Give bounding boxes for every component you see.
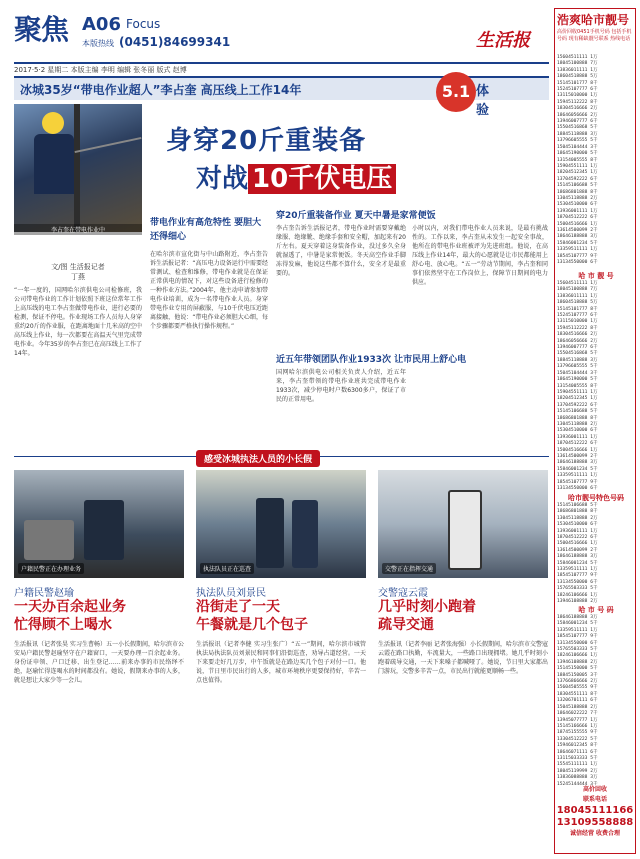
classified-ad-column xyxy=(554,8,636,854)
ad-number-item: 15145106688 5千 xyxy=(557,409,598,415)
story-3-photo xyxy=(378,470,548,578)
ad-number-item: 15945112222 8千 xyxy=(557,99,598,105)
ad-number-item: 15304510000 6千 xyxy=(557,522,598,528)
ad-phone-1: 18045111166 xyxy=(556,805,634,816)
story-3-title-2: 疏导交通 xyxy=(378,617,434,633)
ad-footer-line-3: 诚信经营 收费合理 xyxy=(569,830,621,837)
ad-header xyxy=(555,9,635,53)
ad-number-item: 18845118888 3万 xyxy=(557,357,598,363)
ad-number-item: 13206701111 6千 xyxy=(557,698,598,704)
power-line-shape xyxy=(75,137,142,153)
ad-section-2: 哈市靓号特色号码 xyxy=(568,494,624,502)
ad-number-item: 13704592222 6千 xyxy=(557,402,598,408)
ad-number-item: 13045118888 2万 xyxy=(557,515,598,521)
ad-number-item: 15145166666 1万 xyxy=(557,723,598,729)
story-2-body: 生活报讯（记者李健 实习生张广）“五一”期间，哈尔滨市城管执法局执法队员刘景民和同事们沿街巡查，劝导占道经营。一天下来要走好几万步，中午饭就是在路边买几个包子对付一口。他说，节日里市民出行的人多，城市环境秩序更要保持好，辛苦一点也值得。 xyxy=(196,641,366,684)
ad-number-item: 13836088888 3万 xyxy=(557,775,598,781)
ad-number-item: 13936001111 1万 xyxy=(557,208,598,214)
ad-number-item: 13936001111 1万 xyxy=(557,434,598,440)
utility-pole-shape xyxy=(74,104,80,232)
ad-number-item: 18646056666 2万 xyxy=(557,112,598,118)
ad-footer xyxy=(555,785,635,853)
ad-number-item: 15946012345 8千 xyxy=(557,743,598,749)
ad-description: 高价回收0451手机号码 包括手机号码 现有稀缺靓号联系 热线电话 xyxy=(557,29,632,42)
officer-shape xyxy=(84,500,124,560)
ad-number-item: 13359511111 1万 xyxy=(557,247,598,253)
story-1-photo-caption: 户籍民警正在办理业务 xyxy=(18,563,84,574)
story-2-photo xyxy=(196,470,366,578)
story-1-body: 生活报讯（记者张昊 实习生曹畅）五一小长假期间，哈尔滨市公安局户籍民警赵瑜坚守在户籍窗口，一天要办理一百余起业务。身份证申领、户口迁移、出生登记……前来办事的市民络绎不绝，赵瑜忙得连喝水的时间都没有。她说，假期来办事的人多，就是想让大家少等一会儿。 xyxy=(14,641,184,684)
ad-number-item: 13359511111 1万 xyxy=(557,567,598,573)
ad-number-item: 18745155555 9千 xyxy=(557,730,598,736)
ad-number-item: 18304516666 2万 xyxy=(557,106,598,112)
feature-kicker-bar xyxy=(14,76,549,118)
ad-number-item: 15604505555 9千 xyxy=(557,685,598,691)
worker-shape xyxy=(34,134,74,194)
story-1-title-1: 一天办百余起业务 xyxy=(14,599,126,615)
ad-number-list-2 xyxy=(557,281,635,491)
ad-number-item: 15304510000 6千 xyxy=(557,202,598,208)
feature-col1-body: “一年一度的，国网哈尔滨供电公司检修班，我公司带电作业的工作计划依照下班这位常年工作上高压线的电工李占奎做带电作业，进行必要的检测，保证不停电。作业现场工作人员每人身穿重约20斤的作业服，在距离地面十几米高的空中高压线上作业，每一次都要在高温天气里完成带电作业。今年35岁的李占奎已在高压线上工作了14年。 xyxy=(14,287,142,357)
ad-number-item: 15004516666 1万 xyxy=(557,221,598,227)
ad-number-item: 15304510000 6千 xyxy=(557,428,598,434)
page-number: A06 xyxy=(82,14,121,35)
ad-number-item: 18646056666 2万 xyxy=(557,338,598,344)
ad-number-item: 15904551111 1万 xyxy=(557,389,598,395)
ad-number-item: 18304551111 8千 xyxy=(557,691,598,697)
ad-footer-line-2: 联系电话 xyxy=(582,796,607,803)
feature-photo-caption: 李占奎在带电作业中 xyxy=(14,224,142,235)
story-3-photo-caption: 交警正在指挥交通 xyxy=(382,563,436,574)
ad-number-item: 18204512345 1万 xyxy=(557,170,598,176)
counter-shape xyxy=(24,520,74,560)
ad-section-1: 哈 市 靓 号 xyxy=(578,272,614,280)
ad-number-item: 15765503333 5千 xyxy=(557,586,598,592)
story-1-title-2: 忙得顾不上喝水 xyxy=(14,617,112,633)
story-1-topic: 户籍民警赵瑜 xyxy=(14,588,74,599)
feature-col4-body: 小时以内，对我们带电作业人员来说，是最有挑战性的。工作以来，李占奎从未发生一起安全事故，他所在的带电作业班被评为先进班组。他说，在高压线上作业14年，最大的心愿就是让市民都能用上舒心电、放心电。“五一”劳动节期间，李占奎和同事们依然坚守在工作岗位上，保障节日期间的电力供应。 xyxy=(412,225,548,286)
ad-number-item: 18845150005 3千 xyxy=(557,672,598,678)
story-1-photo xyxy=(14,470,184,578)
ad-number-item: 13766866666 2万 xyxy=(557,679,598,685)
ad-number-list-4 xyxy=(557,615,635,783)
ad-number-item: 18686801888 8千 xyxy=(557,189,598,195)
ad-number-item: 18646188888 3万 xyxy=(557,234,598,240)
may-day-badge xyxy=(436,70,490,118)
ad-section-3: 哈 市 号 码 xyxy=(578,606,614,614)
newspaper-brand: 生活报 xyxy=(476,30,530,51)
ad-number-item: 18545107777 9千 xyxy=(557,634,598,640)
officer-shape xyxy=(256,498,284,568)
ad-number-item: 18646188888 3万 xyxy=(557,554,598,560)
feature-col3-body-2: 国网哈尔滨供电公司相关负责人介绍，近五年来，李占奎带领的带电作业班共完成带电作业1933次，减少停电时户数6300多户，保证了市民的正常用电。 xyxy=(276,369,406,403)
feature-col3-head-2: 近五年带领团队作业1933次 让市民用上舒心电 xyxy=(276,355,467,365)
ad-number-item: 18246106666 1万 xyxy=(557,592,598,598)
story-2-title-1: 沿街走了一天 xyxy=(196,599,280,615)
ad-number-item: 18686801888 8千 xyxy=(557,509,598,515)
feature-subhead: 带电作业有高危特性 要胆大还得细心 xyxy=(150,218,262,242)
ad-number-item: 13134550000 6千 xyxy=(557,579,598,585)
ad-number-item: 13614500099 2千 xyxy=(557,227,598,233)
ad-number-item: 13946108888 2万 xyxy=(557,599,598,605)
ad-number-item: 15604511111 1万 xyxy=(557,281,598,286)
ad-number-item: 18646188888 3万 xyxy=(557,460,598,466)
ad-number-item: 15145106688 5千 xyxy=(557,183,598,189)
feature-kicker: 冰城35岁“带电作业超人”李占奎 高压线上工作14年 xyxy=(20,83,302,97)
ad-number-item: 13304512222 5千 xyxy=(557,736,598,742)
ad-number-item: 13154005555 8千 xyxy=(557,157,598,163)
helmet-shape xyxy=(42,112,64,134)
byline-line-2: 丁燕 xyxy=(71,273,85,281)
ad-number-item: 18646071111 6千 xyxy=(557,749,598,755)
ad-number-item: 18646188888 3万 xyxy=(557,615,598,620)
ad-number-item: 15846001234 5千 xyxy=(557,466,598,472)
masthead-divider xyxy=(14,62,549,64)
ad-number-item: 15504516868 5千 xyxy=(557,351,598,357)
ad-number-item: 13936001111 1万 xyxy=(557,528,598,534)
ad-number-item: 15846001234 5千 xyxy=(557,621,598,627)
ad-number-item: 13945077777 1万 xyxy=(557,717,598,723)
story-2-photo-caption: 执法队员正在巡查 xyxy=(200,563,254,574)
ad-number-item: 15045104444 3千 xyxy=(557,144,598,150)
may-day-icon: 5.1 xyxy=(436,72,476,112)
ad-number-item: 15145106688 5千 xyxy=(557,503,598,508)
title-highlight: 10千伏电压 xyxy=(248,164,396,194)
story-3-body: 生活报讯（记者李丽 记者张海强）小长假期间，哈尔滨市交警寇云霞在路口执勤，车流量大，一些路口出现拥堵。她几乎时刻小跑着疏导交通，一天下来嗓子都喊哑了。她说，节日里大家都出门游玩，交警多辛苦一点，市民出行就能更顺畅一些。 xyxy=(378,641,548,675)
byline-line-1: 文/图 生活报记者 xyxy=(51,263,105,271)
ad-number-item: 18545107777 9千 xyxy=(557,479,598,485)
ad-number-item: 18646022222 7千 xyxy=(557,711,598,717)
ad-phone-2: 13109558888 xyxy=(556,817,634,828)
traffic-officer-shape xyxy=(448,490,482,570)
ad-number-item: 15045188888 2万 xyxy=(557,704,598,710)
feature-title-line-1: 身穿20斤重装备 xyxy=(166,126,367,156)
ad-number-item: 15904551111 1万 xyxy=(557,163,598,169)
ad-number-item: 15145101777 8千 xyxy=(557,306,598,312)
hotline-number: (0451)84699341 xyxy=(119,35,231,49)
ad-number-item: 13045118888 2万 xyxy=(557,421,598,427)
title-prefix: 对战 xyxy=(196,164,249,194)
ad-number-item: 15846001234 5千 xyxy=(557,240,598,246)
ad-number-item: 15504516868 5千 xyxy=(557,125,598,131)
story-2-title-2: 午餐就是几个包子 xyxy=(196,617,308,633)
masthead xyxy=(14,8,626,62)
ad-number-item: 13359511111 1万 xyxy=(557,473,598,479)
ad-footer-line-1: 高价回收 xyxy=(582,786,607,793)
ad-number-item: 15045104444 3千 xyxy=(557,370,598,376)
ad-number-item: 13045118888 2万 xyxy=(557,195,598,201)
ad-number-item: 18845118888 3万 xyxy=(557,131,598,137)
ad-number-item: 13134550000 6千 xyxy=(557,640,598,646)
feature-title-line-2 xyxy=(196,158,396,195)
section-band-title: 感受冰城执法人员的小长假 xyxy=(196,450,320,467)
ad-number-item: 18686801888 8千 xyxy=(557,415,598,421)
ad-number-item: 13946108888 2万 xyxy=(557,659,598,665)
ad-number-list-3 xyxy=(557,503,635,603)
ad-number-item: 13796605555 5千 xyxy=(557,364,598,370)
officer-shape-2 xyxy=(292,500,318,568)
ad-number-item: 18704512222 6千 xyxy=(557,441,598,447)
ad-number-item: 18645190000 5千 xyxy=(557,377,598,383)
ad-business-name: 浩爽哈市靓号 xyxy=(557,13,630,27)
story-2-topic: 执法队员刘景民 xyxy=(196,588,266,599)
feature-col2-body: 在哈尔滨市宣化街与中山路附近，李占奎告诉生活报记者：“高压电力设备运行中需要经常测试、检查和维修，带电作业就是在保证正常供电的情况下，对这些设备进行检修的一种作业方法。”2004年，他主动申请参加带电作业培训，成为一名带电作业人员。身穿带电作业专用的屏蔽服，与10千伏电压近距离接触，他说：“带电作业必须胆大心细，每个步骤都要严格执行操作规程。” xyxy=(150,251,268,330)
ad-number-item: 15245107777 6千 xyxy=(557,313,598,319)
ad-number-item: 18545107777 9千 xyxy=(557,573,598,579)
ad-number-item: 18604518888 5万 xyxy=(557,300,598,306)
feature-col3-body: 李占奎告诉生活报记者，带电作业时需要穿戴绝缘服、绝缘靴、绝缘手套和安全帽，加起来有20斤左右。夏天穿着这身装备作业，没过多久全身就湿透了，中暑是家常便饭。冬天高空作业手脚冻得发麻，他说这些都不算什么，安全才是最重要的。 xyxy=(276,225,406,277)
ad-number-item: 13704592222 6千 xyxy=(557,176,598,182)
hotline-label: 本版热线 xyxy=(82,39,114,48)
ad-number-item: 18204512345 1万 xyxy=(557,396,598,402)
ad-number-item: 15846001234 5千 xyxy=(557,560,598,566)
ad-number-item: 13836011111 1万 xyxy=(557,293,598,299)
ad-number-item: 15004516666 1万 xyxy=(557,541,598,547)
ad-number-item: 15145101777 8千 xyxy=(557,80,598,86)
ad-number-item: 13115010000 1万 xyxy=(557,319,598,325)
ad-number-item: 18704512222 6千 xyxy=(557,215,598,221)
ad-number-item: 18545107777 9千 xyxy=(557,253,598,259)
ad-number-item: 18704512222 6千 xyxy=(557,535,598,541)
ad-number-item: 15545111111 1万 xyxy=(557,762,598,768)
dateline: 2017·5·2 星期二 本版主编 李明 编辑 张冬丽 版式 赵博 xyxy=(14,66,187,74)
ad-number-item: 13614500099 2千 xyxy=(557,547,598,553)
ad-number-item: 13946007777 6千 xyxy=(557,119,598,125)
ad-number-item: 18246106666 1万 xyxy=(557,653,598,659)
ad-number-item: 13946007777 6千 xyxy=(557,345,598,351)
ad-number-item: 13115010000 1万 xyxy=(557,93,598,99)
section-logo: 聚焦 xyxy=(14,13,69,46)
ad-number-item: 13614500099 2千 xyxy=(557,453,598,459)
feature-col3-head: 穿20斤重装备作业 夏天中暑是家常便饭 xyxy=(276,211,436,221)
ad-number-item: 15245107777 6千 xyxy=(557,87,598,93)
ad-number-item: 18304516666 2万 xyxy=(557,332,598,338)
ad-number-item: 13134550000 6千 xyxy=(557,260,598,265)
ad-number-list-1 xyxy=(557,55,635,270)
may-day-text: 体验 xyxy=(476,84,490,118)
ad-number-item: 15945112222 8千 xyxy=(557,325,598,331)
ad-number-item: 18045100888 7万 xyxy=(557,61,598,67)
ad-number-item: 18045119999 2万 xyxy=(557,768,598,774)
story-3-title-1: 几乎时刻小跑着 xyxy=(378,599,476,615)
ad-number-item: 15145150000 5千 xyxy=(557,666,598,672)
story-3-topic: 交警寇云霞 xyxy=(378,588,428,599)
ad-number-item: 15765503333 5千 xyxy=(557,647,598,653)
ad-number-item: 18045100888 7万 xyxy=(557,287,598,293)
ad-number-item: 18604518888 5万 xyxy=(557,74,598,80)
ad-number-item: 18645190000 5千 xyxy=(557,151,598,157)
ad-number-item: 13359511111 1万 xyxy=(557,627,598,633)
ad-number-item: 15004516666 1万 xyxy=(557,447,598,453)
ad-number-item: 13134550000 6千 xyxy=(557,486,598,491)
ad-number-item: 15604511111 1万 xyxy=(557,55,598,60)
section-label: Focus xyxy=(126,17,161,31)
ad-number-item: 13796605555 5千 xyxy=(557,138,598,144)
ad-number-item: 13154005555 8千 xyxy=(557,383,598,389)
byline xyxy=(14,262,142,282)
feature-photo xyxy=(14,104,142,232)
ad-number-item: 13836011111 1万 xyxy=(557,67,598,73)
ad-number-item: 13115033333 5千 xyxy=(557,755,598,761)
